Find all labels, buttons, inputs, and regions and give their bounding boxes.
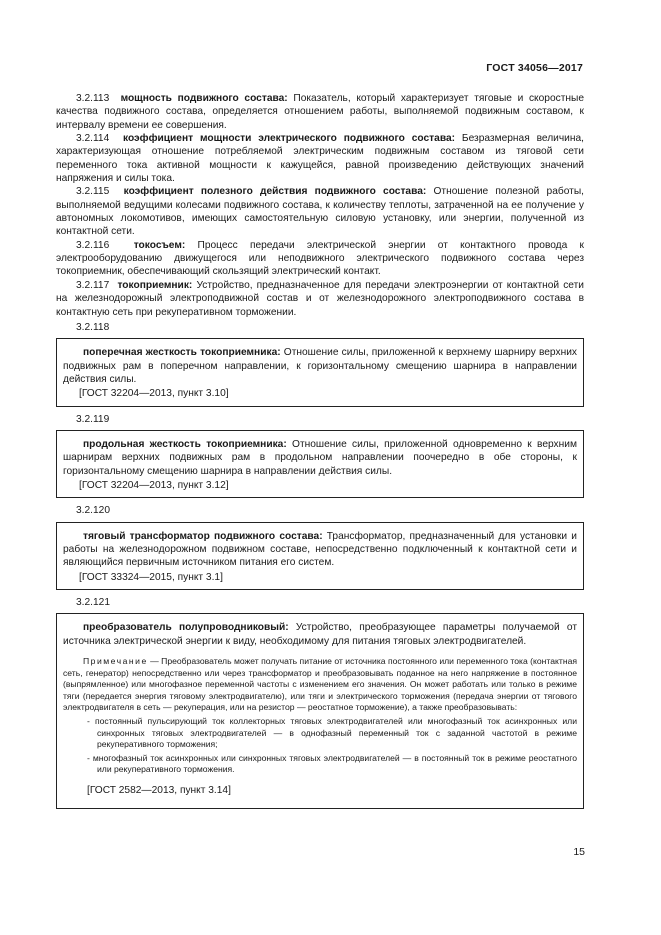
term: коэффициент полезного действия подвижного состава: (123, 186, 427, 198)
term-box (56, 522, 584, 590)
definition: Процесс передачи электрической энергии от контактного провода к электрооборудованию движущегося или неподвижного электрического подвижного состава через токоприемник, обеспечивающий скользящий электрический контакт. (56, 239, 584, 278)
clause-number: 3.2.121 (76, 597, 110, 608)
clause-3-2-117 (56, 279, 584, 319)
definition: Устройство, предназначенное для передачи электроэнергии от контактной сети на железнодорожный электроподвижной состав и от железнодорожного электроподвижного состава в контактную сеть при рекуперативном торможении. (56, 279, 584, 318)
term: коэффициент мощности электрического подвижного состава: (123, 133, 456, 145)
definition: Отношение силы, приложенной одновременно к верхним шарнирам верхних подвижных рам в продольном направлении поочередно в обе стороны, к горизонтальному смещению шарнира в направлении действия силы. (63, 438, 577, 477)
term: преобразователь полупроводниковый: (83, 622, 289, 634)
clause-3-2-116 (56, 239, 584, 279)
term-box (56, 430, 584, 498)
document-body (56, 92, 584, 815)
term: токоприемник: (117, 279, 193, 291)
note-list-item: - многофазный ток асинхронных или синхронных тяговых электродвигателей — в постоянный ток в режиме реостатного или рекуперативного торможения. (87, 752, 577, 775)
document-code: ГОСТ 34056—2017 (486, 62, 583, 74)
page-number: 15 (573, 846, 585, 858)
source-reference: [ГОСТ 32204—2013, пункт 3.12] (79, 479, 229, 491)
definition: Показатель, который характеризует тяговые и скоростные качества подвижного состава, определяется отношением работы, выполняемой подвижным составом, к интервалу времени ее совершения. (56, 93, 584, 131)
clause-number: 3.2.118 (76, 321, 110, 333)
clause-number: 3.2.113 (76, 93, 110, 104)
clause-3-2-114 (56, 132, 584, 185)
definition: Безразмерная величина, характеризующая отношение потребляемой электрическим подвижным составом из тяговой сети переменного тока активной мощности к кажущейся, равной произведению действующих значений напряжения и силы тока. (56, 133, 584, 185)
source-reference: [ГОСТ 2582—2013, пункт 3.14] (87, 784, 231, 796)
clause-3-2-113 (56, 92, 584, 132)
clause-3-2-115 (56, 185, 584, 238)
term-box (56, 338, 584, 406)
definition: Трансформатор, предназначенный для установки и работы на железнодорожном подвижном составе, непосредственно подключенный к контактной сети и являющийся первичным источником питания его систем. (63, 530, 577, 569)
clause-number: 3.2.114 (76, 133, 110, 145)
source-reference: [ГОСТ 32204—2013, пункт 3.10] (79, 388, 229, 400)
definition: Устройство, преобразующее параметры получаемой от источника электрической энергии к виду, необходимому для питания тяговых электродвигателей. (63, 622, 577, 647)
term-box (56, 613, 584, 809)
clause-number: 3.2.115 (76, 186, 110, 198)
source-reference: [ГОСТ 33324—2015, пункт 3.1] (79, 571, 223, 583)
note (63, 656, 577, 714)
note-list-item: - постоянный пульсирующий ток коллекторных тяговых электродвигателей или многофазный ток асинхронных или синхронных тяговых электродвигателей — в однофазный переменный ток с заданной частотой в режиме рекуперативного торможения; (87, 716, 577, 750)
term: поперечная жесткость токоприемника: (83, 347, 281, 359)
clause-number: 3.2.116 (76, 239, 110, 251)
note-label: Примечание (83, 656, 148, 667)
clause-number: 3.2.120 (76, 505, 110, 517)
term: продольная жесткость токоприемника: (83, 438, 287, 450)
definition: Отношение силы, приложенной к верхнему шарниру верхних подвижных рам в поперечном направлении, к горизонтальному смещению шарнира в направлении действия силы. (63, 347, 577, 385)
term: мощность подвижного состава: (120, 93, 288, 104)
term: тяговый трансформатор подвижного состава: (83, 530, 323, 542)
clause-number: 3.2.119 (76, 413, 110, 425)
clause-number: 3.2.117 (76, 279, 110, 291)
term: токосъем: (133, 239, 186, 251)
note-text: — Преобразователь может получать питание от источника постоянного или переменного тока (контактная сеть, генератор) непосредственно или через трансформатор и преобразовывать поданное на него напряжение в постоянное (выпрямленное) или многофазное переменной частоты с изменением его значения. Он может работать или только в режиме тяги (передается энергия тяговому электродвигателю), или тяги и электрического торможения (передача энергии от тягового электродвигателя в сеть — рекуперация, или на резистор — реостатное торможение), а также преобразовывать: (63, 656, 578, 713)
definition: Отношение полезной работы, выполняемой ведущими колесами подвижного состава, к количеству теплоты, затраченной на ее получение у автономных локомотивов, имеющих самостоятельную силовую установку, или энергии, полученной из контактной сети. (56, 186, 584, 238)
